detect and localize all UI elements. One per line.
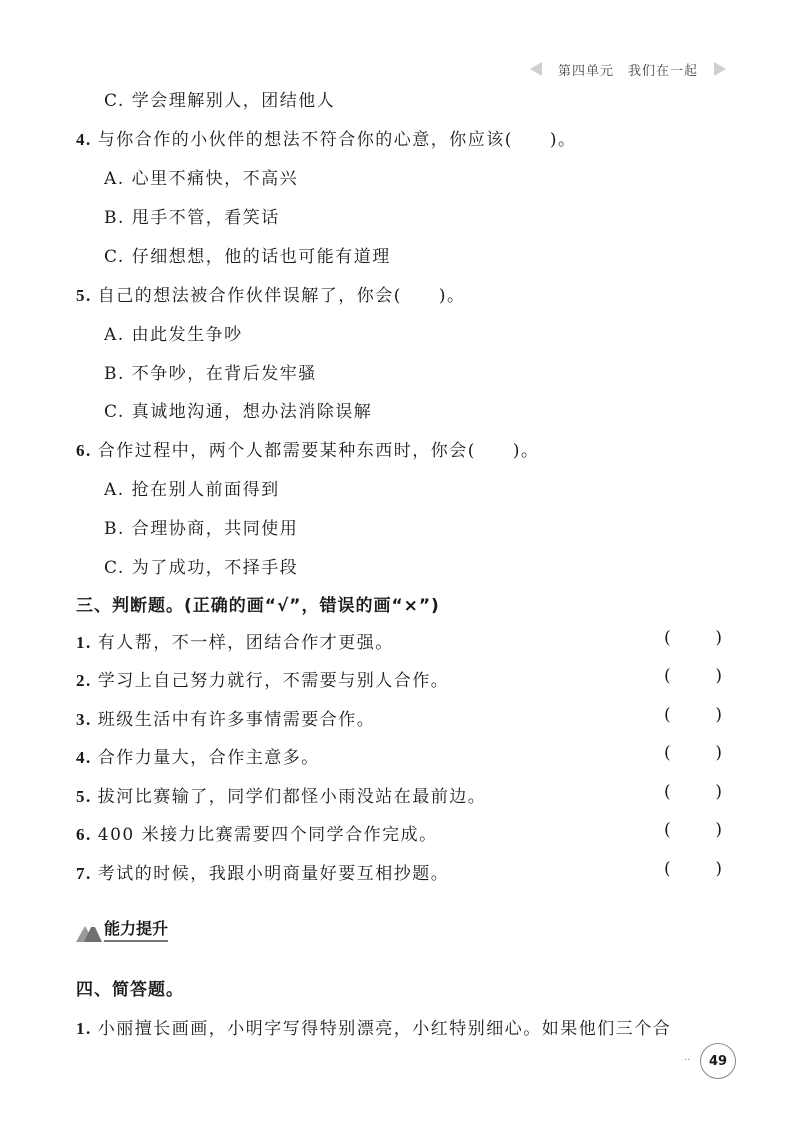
option-line: B. 不争吵，在背后发牢骚	[104, 364, 317, 384]
item-text: 有人帮，不一样，团结合作才更强。	[97, 633, 394, 653]
item-text: 400 米接力比赛需要四个同学合作完成。	[97, 825, 438, 845]
item-text: 合作力量大，合作主意多。	[97, 748, 320, 768]
paren-close: )	[715, 628, 722, 648]
judge-item	[76, 666, 449, 691]
question-number: 4.	[76, 130, 92, 149]
paren-open: (	[664, 628, 671, 648]
question-4	[76, 125, 577, 150]
option-line: A. 心里不痛快，不高兴	[104, 169, 299, 189]
mountain-icon	[76, 920, 102, 942]
item-number: 7.	[76, 864, 92, 883]
paren-open: (	[664, 782, 671, 802]
answer-blank[interactable]	[664, 666, 722, 686]
paren-open: (	[664, 859, 671, 879]
item-text: 班级生活中有许多事情需要合作。	[97, 710, 376, 730]
question-number: 5.	[76, 286, 92, 305]
judge-item	[76, 705, 375, 730]
judge-item	[76, 782, 486, 807]
answer-blank[interactable]	[664, 743, 722, 763]
judge-item	[76, 820, 438, 845]
item-number: 1.	[76, 1019, 92, 1038]
judge-item	[76, 628, 394, 653]
header-right-triangle-icon	[714, 62, 726, 76]
page-number: 49	[700, 1043, 736, 1079]
answer-blank[interactable]	[664, 628, 722, 648]
paren-close: )	[715, 820, 722, 840]
option-line: B. 甩手不管，看笑话	[104, 208, 280, 228]
short-answer-item	[76, 1014, 671, 1039]
question-text: 自己的想法被合作伙伴误解了，你会( )。	[97, 286, 466, 306]
paren-close: )	[715, 743, 722, 763]
item-text: 拔河比赛输了，同学们都怪小雨没站在最前边。	[97, 787, 487, 807]
item-number: 1.	[76, 633, 92, 652]
option-line: C. 仔细想想，他的话也可能有道理	[104, 247, 391, 267]
item-number: 3.	[76, 710, 92, 729]
page-number-badge	[684, 1043, 736, 1077]
paren-close: )	[715, 859, 722, 879]
header-left-triangle-icon	[530, 62, 542, 76]
paren-close: )	[715, 666, 722, 686]
item-text: 学习上自己努力就行，不需要与别人合作。	[97, 671, 450, 691]
page-header	[530, 58, 726, 80]
answer-blank[interactable]	[664, 705, 722, 725]
paren-open: (	[664, 820, 671, 840]
question-text: 与你合作的小伙伴的想法不符合你的心意，你应该( )。	[97, 130, 577, 150]
option-line: C. 为了成功，不择手段	[104, 558, 299, 578]
question-6	[76, 436, 540, 461]
answer-blank[interactable]	[664, 782, 722, 802]
judge-item	[76, 743, 320, 768]
judge-item	[76, 859, 449, 884]
answer-blank[interactable]	[664, 859, 722, 879]
paren-open: (	[664, 705, 671, 725]
item-number: 5.	[76, 787, 92, 806]
option-line: C. 真诚地沟通，想办法消除误解	[104, 402, 373, 422]
question-5	[76, 281, 466, 306]
ability-label: 能力提升	[104, 916, 168, 942]
item-number: 4.	[76, 748, 92, 767]
answer-blank[interactable]	[664, 820, 722, 840]
ability-banner	[76, 914, 168, 942]
item-number: 6.	[76, 825, 92, 844]
question-text: 合作过程中，两个人都需要某种东西时，你会( )。	[97, 441, 540, 461]
option-line: C. 学会理解别人，团结他人	[104, 91, 336, 111]
paren-close: )	[715, 705, 722, 725]
paren-close: )	[715, 782, 722, 802]
paren-open: (	[664, 743, 671, 763]
option-line: B. 合理协商，共同使用	[104, 519, 299, 539]
option-line: A. 抢在别人前面得到	[104, 480, 280, 500]
section-title-short-answer: 四、简答题。	[76, 980, 184, 1000]
option-line: A. 由此发生争吵	[104, 325, 243, 345]
section-title-judge: 三、判断题。(正确的画“√”，错误的画“×”)	[76, 596, 440, 616]
item-text: 考试的时候，我跟小明商量好要互相抄题。	[97, 864, 450, 884]
paren-open: (	[664, 666, 671, 686]
item-text: 小丽擅长画画，小明字写得特别漂亮，小红特别细心。如果他们三个合	[97, 1019, 672, 1039]
item-number: 2.	[76, 671, 92, 690]
question-number: 6.	[76, 441, 92, 460]
header-text: 第四单元 我们在一起	[557, 63, 698, 79]
dots-icon: ··	[684, 1055, 691, 1066]
